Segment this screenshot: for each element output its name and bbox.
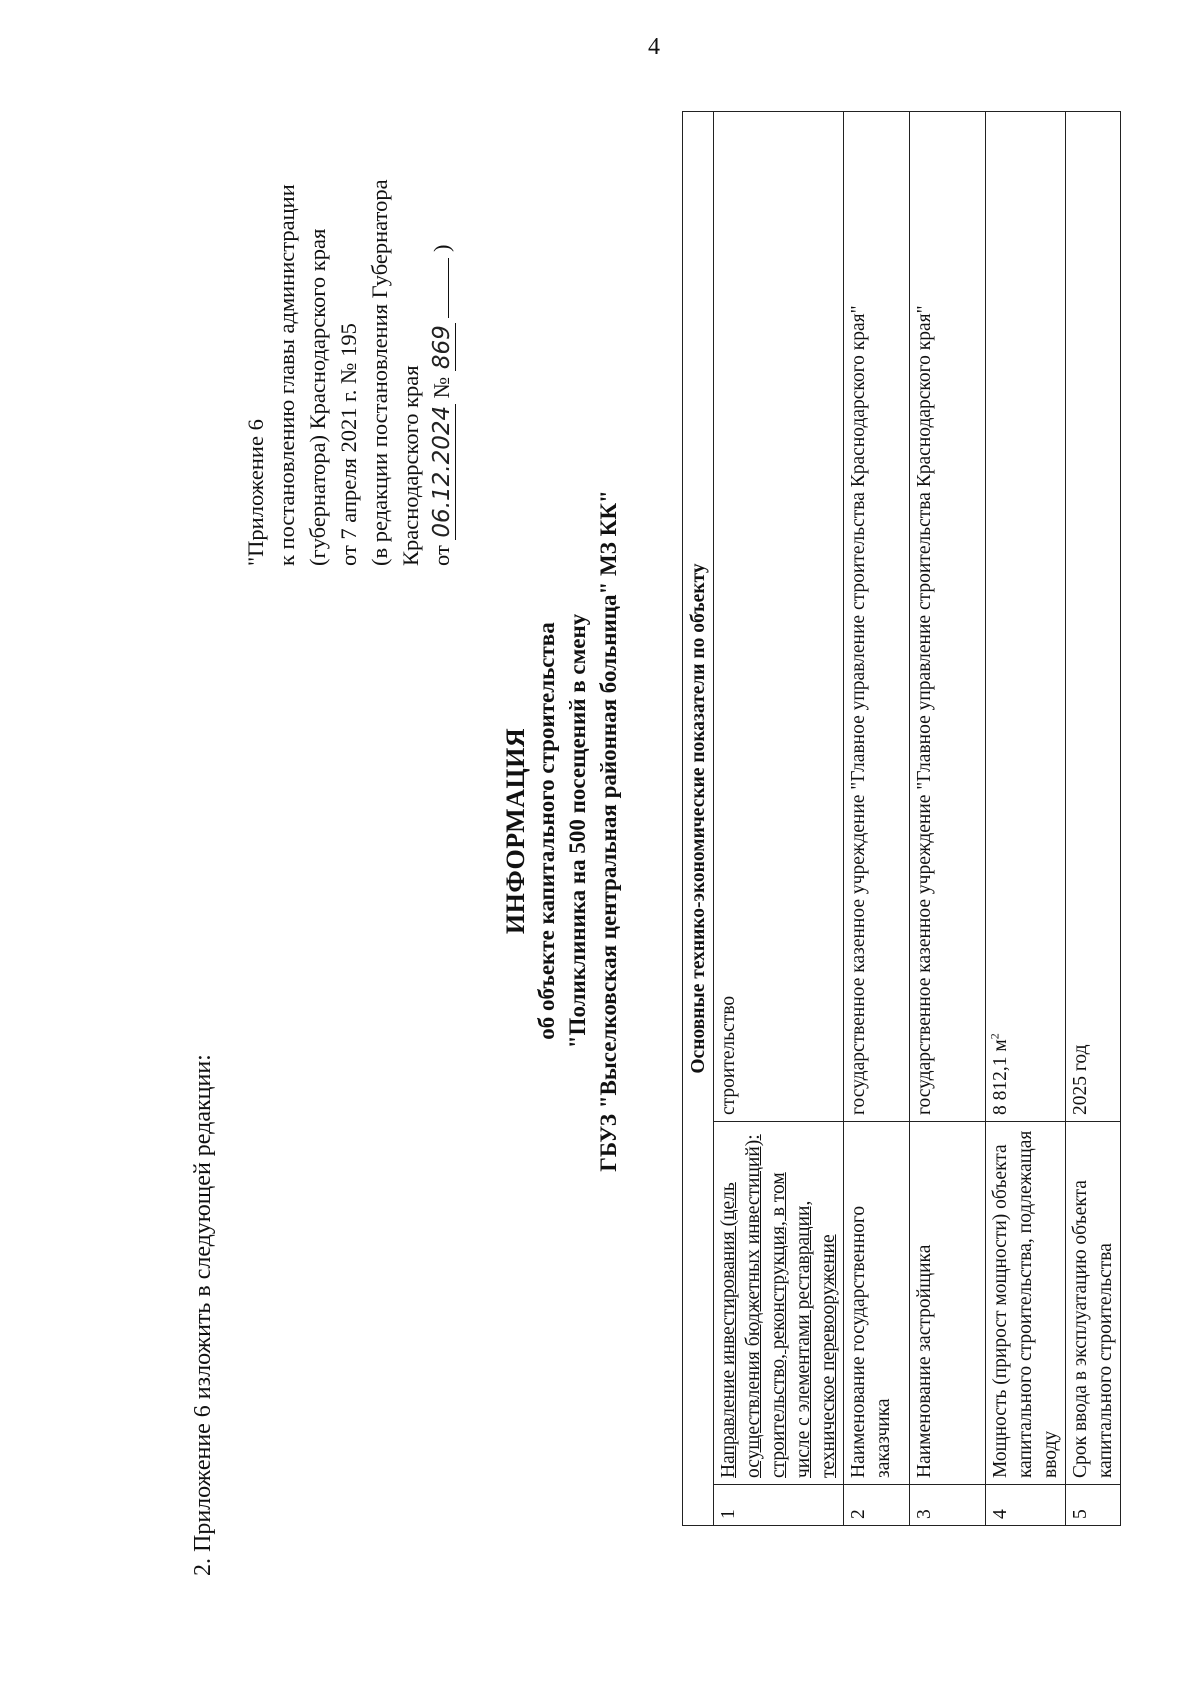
row-name-text: Направление инвестирования (цель осуществления бюджетных инвестиций): строительство, реконструкция, в том числе с элементами реставрации, техническое перевооружение — [718, 1134, 839, 1478]
annex-line: (в редакции постановления Губернатора — [367, 179, 392, 566]
row-value-text: 8 812,1 м — [990, 1039, 1011, 1115]
from-label: от — [429, 545, 454, 566]
indicators-table — [682, 111, 1121, 1526]
annex-line: (губернатора) Краснодарского края — [305, 228, 330, 566]
closing-paren: ) — [429, 244, 454, 252]
row-value: строительство — [714, 112, 844, 1122]
heading-line: ГБУЗ "Выселковская центральная районная больница" МЗ КК" — [596, 490, 621, 1172]
row-name — [714, 1122, 844, 1485]
document-heading — [500, 246, 624, 1416]
row-number: 4 — [986, 1485, 1066, 1526]
row-number: 3 — [910, 1485, 986, 1526]
handwritten-date: 06.12.2024 — [429, 405, 455, 538]
row-name: Наименование государственного заказчика — [844, 1122, 910, 1485]
handwritten-number: 869 — [429, 325, 455, 370]
annex-line: к постановлению главы администрации — [274, 184, 299, 566]
row-value: 2025 год — [1066, 112, 1121, 1122]
row-name: Наименование застройщика — [910, 1122, 986, 1485]
row-name: Мощность (прирост мощности) объекта капитального строительства, подлежащая вводу — [986, 1122, 1066, 1485]
table-row — [986, 112, 1066, 1526]
table-row — [844, 112, 910, 1526]
annex-line: Краснодарского края — [398, 365, 423, 566]
table-header-row — [683, 112, 714, 1526]
row-value — [986, 112, 1066, 1122]
table-row — [910, 112, 986, 1526]
annex-date-line — [426, 106, 458, 566]
row-value: государственное казенное учреждение "Главное управление строительства Краснодарского края" — [844, 112, 910, 1122]
table-row — [714, 112, 844, 1526]
annex-block — [240, 106, 458, 566]
row-value: государственное казенное учреждение "Главное управление строительства Краснодарского края" — [910, 112, 986, 1122]
superscript: 2 — [987, 1033, 1002, 1040]
heading-line: об объекте капитального строительства — [534, 622, 559, 1040]
heading-line: "Поликлиника на 500 посещений в смену — [565, 613, 590, 1049]
rotated-sheet — [170, 96, 1130, 1576]
row-number: 5 — [1066, 1485, 1121, 1526]
row-number: 1 — [714, 1485, 844, 1526]
table-header: Основные технико-экономические показатели по объекту — [683, 112, 714, 1526]
row-name: Срок ввода в эксплуатацию объекта капитального строительства — [1066, 1122, 1121, 1485]
intro-paragraph: 2. Приложение 6 изложить в следующей редакции: — [190, 1054, 216, 1576]
row-number: 2 — [844, 1485, 910, 1526]
annex-line: от 7 апреля 2021 г. № 195 — [336, 323, 361, 566]
number-label: № — [429, 376, 454, 399]
table-row — [1066, 112, 1121, 1526]
page-number: 4 — [648, 34, 660, 60]
annex-title: "Приложение 6 — [243, 419, 268, 566]
document-title: ИНФОРМАЦИЯ — [501, 727, 530, 935]
